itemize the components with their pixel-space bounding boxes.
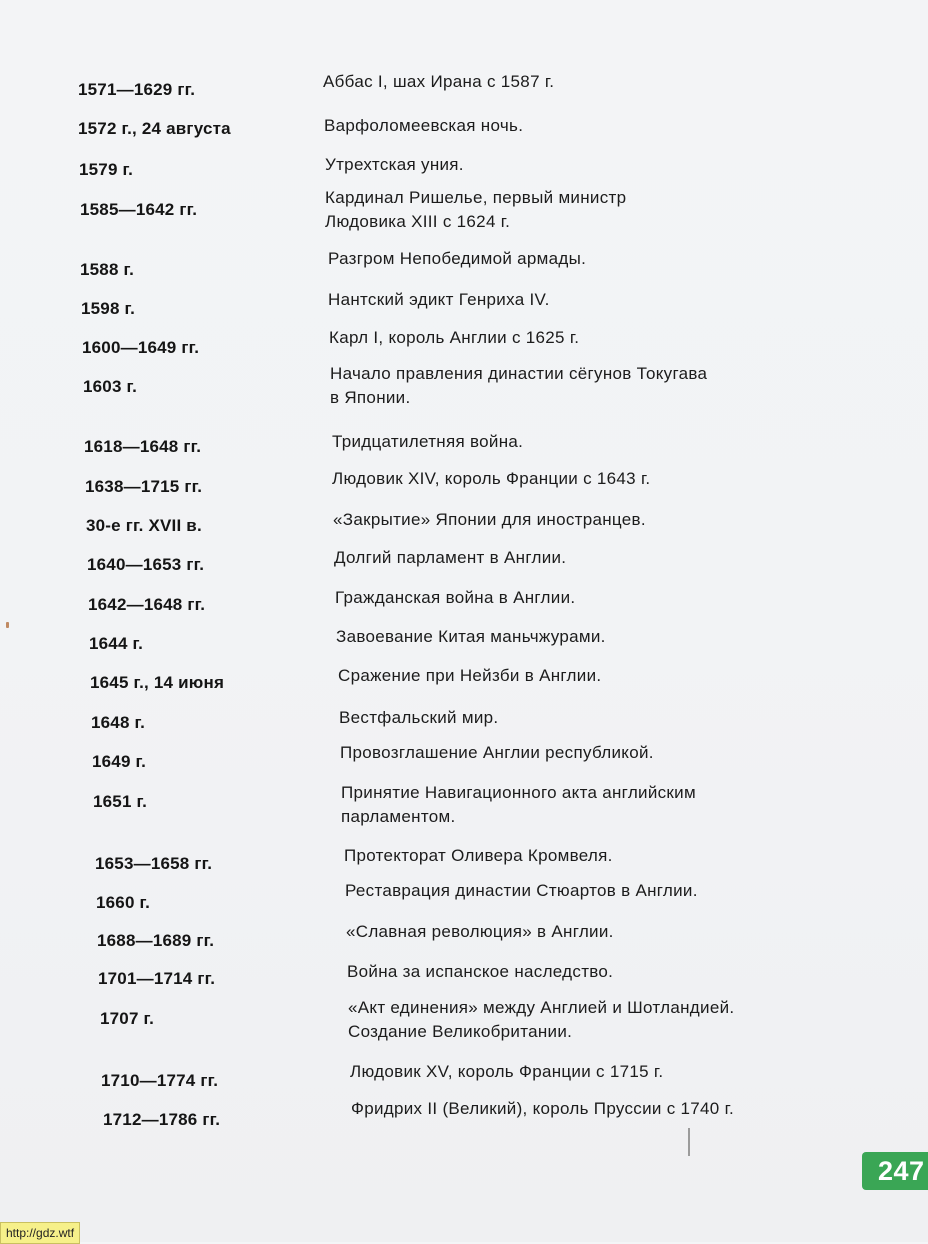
entry-date: 1618—1648 гг. bbox=[84, 437, 202, 456]
entry-event: Долгий парламент в Англии. bbox=[334, 548, 567, 567]
entry-event: Начало правления династии сёгунов Токугава в Японии. bbox=[330, 364, 708, 407]
entry-event: Людовик XV, король Франции с 1715 г. bbox=[350, 1062, 664, 1081]
entry-date: 30-е гг. XVII в. bbox=[86, 516, 202, 535]
entry-date: 1653—1658 гг. bbox=[95, 854, 213, 873]
entry-date: 1712—1786 гг. bbox=[103, 1110, 221, 1129]
entry-event: Завоевание Китая маньчжурами. bbox=[336, 627, 606, 646]
entry-date: 1642—1648 гг. bbox=[88, 595, 206, 614]
entry-event: «Закрытие» Японии для иностранцев. bbox=[333, 510, 646, 529]
entry-date: 1649 г. bbox=[92, 752, 147, 771]
entry-event: Варфоломеевская ночь. bbox=[324, 116, 524, 135]
entry-date: 1707 г. bbox=[100, 1009, 155, 1028]
entry-event: Фридрих II (Великий), король Пруссии с 1740 г. bbox=[351, 1099, 735, 1118]
entry-date: 1640—1653 гг. bbox=[87, 555, 205, 574]
entry-date: 1710—1774 гг. bbox=[101, 1071, 219, 1090]
entry-date: 1585—1642 гг. bbox=[80, 200, 198, 219]
entry-date: 1688—1689 гг. bbox=[97, 931, 215, 950]
entry-event: Нантский эдикт Генриха IV. bbox=[328, 290, 550, 309]
entry-date: 1600—1649 гг. bbox=[82, 338, 200, 357]
entry-date: 1598 г. bbox=[81, 299, 136, 318]
entry-date: 1701—1714 гг. bbox=[98, 969, 216, 988]
entry-date: 1660 г. bbox=[96, 893, 151, 912]
entry-event: Провозглашение Англии республикой. bbox=[340, 743, 654, 762]
page-number: 247 bbox=[878, 1156, 925, 1186]
entry-date: 1588 г. bbox=[80, 260, 135, 279]
entry-date: 1572 г., 24 августа bbox=[78, 119, 231, 138]
entry-event: Разгром Непобедимой армады. bbox=[328, 249, 587, 268]
entry-event: Принятие Навигационного акта английским парламентом. bbox=[341, 783, 696, 826]
entry-event: Вестфальский мир. bbox=[339, 708, 499, 727]
entry-event: Война за испанское наследство. bbox=[347, 962, 614, 981]
source-watermark-link[interactable]: http://gdz.wtf bbox=[0, 1222, 80, 1244]
entry-event: Тридцатилетняя война. bbox=[332, 432, 524, 451]
entry-event: Гражданская война в Англии. bbox=[335, 588, 576, 607]
entry-event: «Славная революция» в Англии. bbox=[346, 922, 614, 941]
entry-event: Аббас I, шах Ирана с 1587 г. bbox=[323, 72, 555, 91]
entry-date: 1579 г. bbox=[79, 160, 134, 179]
entry-event: Утрехтская уния. bbox=[325, 155, 464, 174]
entry-event: Кардинал Ришелье, первый министр Людовика XIII с 1624 г. bbox=[325, 188, 627, 231]
pencil-mark bbox=[688, 1128, 690, 1156]
entry-event: Людовик XIV, король Франции с 1643 г. bbox=[332, 469, 651, 488]
entry-event: «Акт единения» между Англией и Шотландией. Создание Великобритании. bbox=[348, 998, 735, 1041]
entry-date: 1644 г. bbox=[89, 634, 144, 653]
entry-date: 1651 г. bbox=[93, 792, 148, 811]
entry-date: 1638—1715 гг. bbox=[85, 477, 203, 496]
entry-event: Протекторат Оливера Кромвеля. bbox=[344, 846, 613, 865]
entry-date: 1648 г. bbox=[91, 713, 146, 732]
entry-date: 1603 г. bbox=[83, 377, 138, 396]
entry-event: Карл I, король Англии с 1625 г. bbox=[329, 328, 580, 347]
entry-event: Реставрация династии Стюартов в Англии. bbox=[345, 881, 698, 900]
entry-date: 1571—1629 гг. bbox=[78, 80, 196, 99]
entry-event: Сражение при Нейзби в Англии. bbox=[338, 666, 602, 685]
page-speck bbox=[6, 622, 9, 628]
entry-date: 1645 г., 14 июня bbox=[90, 673, 225, 692]
